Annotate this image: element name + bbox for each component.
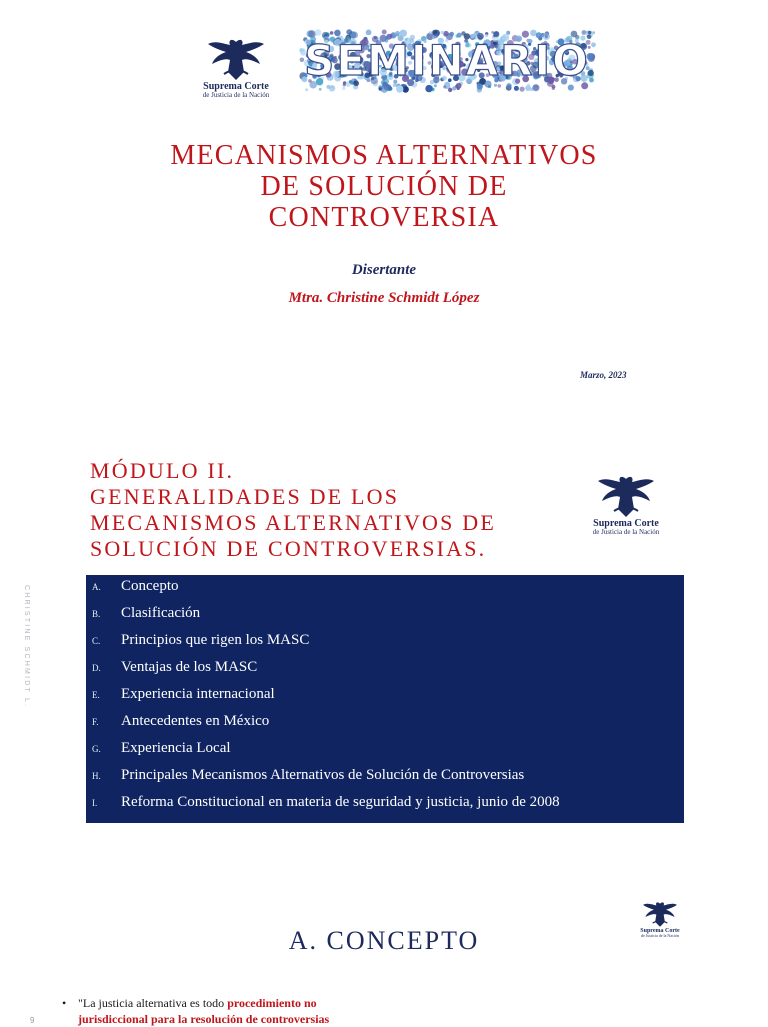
module-line: MÓDULO II. <box>90 458 235 483</box>
logo-line2: de Justicia de la Nación <box>641 933 679 938</box>
bead <box>552 85 556 89</box>
speaker-name: Mtra. Christine Schmidt López <box>288 290 480 306</box>
module-line: MECANISMOS ALTERNATIVOS DE <box>90 510 496 535</box>
bead <box>319 88 322 91</box>
topic-item <box>86 577 684 599</box>
logo-line1: Suprema Corte <box>593 518 659 529</box>
bead <box>382 30 387 35</box>
disertante-label: Disertante <box>351 262 417 278</box>
topic-item <box>86 658 684 680</box>
topic-letter: I. <box>92 798 98 808</box>
topic-item <box>86 739 684 761</box>
logo-line1: Suprema Corte <box>203 81 269 92</box>
bead <box>441 31 445 35</box>
bead <box>429 31 432 34</box>
scjn-logo-module <box>588 473 664 536</box>
topic-letter: B. <box>92 609 101 619</box>
quote-start: "La justicia alternativa es todo <box>78 996 228 1010</box>
logo-line1: Suprema Corte <box>640 928 680 934</box>
bead <box>588 31 591 34</box>
topic-text: Antecedentes en México <box>121 713 270 729</box>
bead <box>425 85 432 92</box>
bead <box>568 85 574 91</box>
bead <box>388 87 392 91</box>
seminario-banner-art <box>295 28 600 94</box>
module-line: GENERALIDADES DE LOS <box>90 484 400 509</box>
topic-text: Ventajas de los MASC <box>121 659 258 675</box>
seminario-banner <box>295 28 600 94</box>
seminario-text: SEMINARIO <box>304 36 590 85</box>
bead <box>396 85 403 92</box>
bead <box>342 87 345 90</box>
bead <box>305 88 308 91</box>
bead <box>520 87 525 92</box>
scjn-logo <box>200 36 272 99</box>
module-line: SOLUCIÓN DE CONTROVERSIAS. <box>90 536 487 561</box>
bead <box>330 31 334 35</box>
topic-letter: D. <box>92 663 101 673</box>
topics-panel <box>86 575 684 823</box>
presentation-date: Marzo, 2023 <box>580 370 627 380</box>
topic-text: Principios que rigen los MASC <box>121 632 310 648</box>
topic-text: Reforma Constitucional en materia de seguridad y justicia, junio de 2008 <box>121 794 560 810</box>
module-heading <box>90 458 550 562</box>
topic-letter: G. <box>92 744 101 754</box>
logo-line2: de Justicia de la Nación <box>592 528 660 536</box>
title-line: MECANISMOS ALTERNATIVOS <box>170 140 598 171</box>
title-line: CONTROVERSIA <box>268 202 500 233</box>
eagle-icon <box>593 473 659 519</box>
bead <box>366 30 372 36</box>
topic-letter: H. <box>92 771 101 781</box>
topic-text: Principales Mecanismos Alternativos de Solución de Controversias <box>121 767 525 783</box>
bead <box>591 42 596 47</box>
topic-text: Clasificación <box>121 605 201 621</box>
topic-letter: F. <box>92 717 99 727</box>
quote-highlight-1: procedimiento no <box>227 996 317 1010</box>
topic-letter: C. <box>92 636 101 646</box>
topic-item <box>86 685 684 707</box>
bullet-text <box>78 995 398 1027</box>
topic-item <box>86 766 684 788</box>
concept-title: A. CONCEPTO <box>288 926 480 955</box>
bead <box>532 84 539 91</box>
topic-text: Experiencia internacional <box>121 686 275 702</box>
author-sidebar: CHRISTINE SCHMIDT L. <box>23 585 30 709</box>
bead <box>331 86 334 89</box>
topic-item <box>86 712 684 734</box>
page-number: 9 <box>30 1016 35 1025</box>
topic-letter: E. <box>92 690 100 700</box>
bead <box>443 85 446 88</box>
bead <box>514 86 519 91</box>
bullet-dot: • <box>62 996 67 1010</box>
bead <box>315 29 322 36</box>
topic-text: Concepto <box>121 578 179 594</box>
topic-item <box>86 631 684 653</box>
bead <box>582 30 587 35</box>
logo-line2: de Justicia de la Nación <box>202 91 270 99</box>
bead <box>326 85 330 89</box>
topic-item <box>86 604 684 626</box>
quote-highlight-2: jurisdiccional para la resolución de controversias <box>78 1012 330 1026</box>
main-title <box>60 140 708 233</box>
eagle-icon <box>640 900 680 928</box>
topic-text: Experiencia Local <box>121 740 231 756</box>
title-line: DE SOLUCIÓN DE <box>260 171 508 202</box>
eagle-icon <box>204 36 268 82</box>
topic-item <box>86 793 684 815</box>
topic-letter: A. <box>92 582 101 592</box>
